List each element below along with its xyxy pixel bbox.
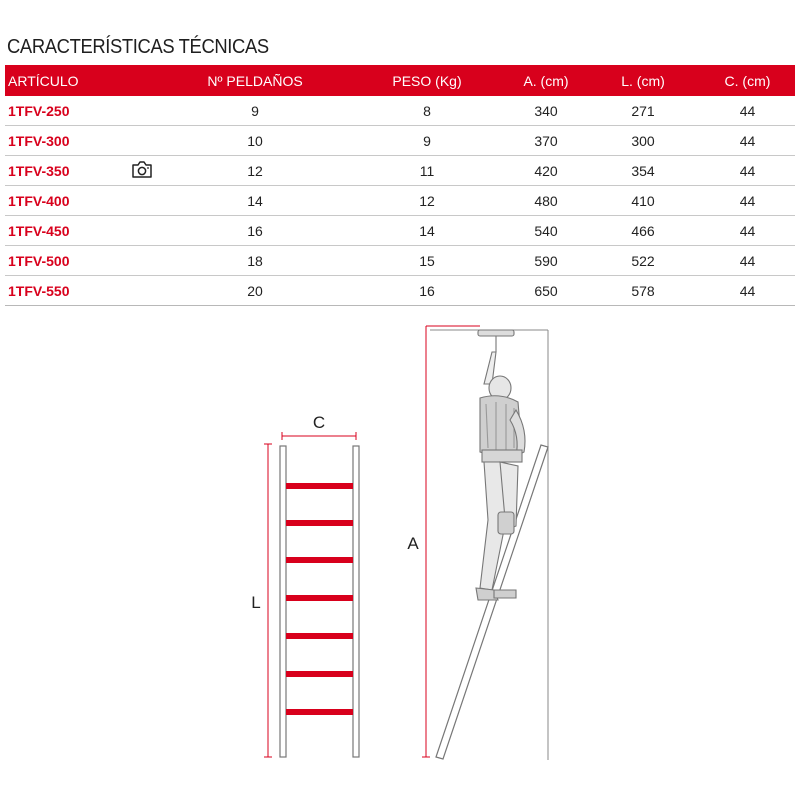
table-header bbox=[5, 65, 795, 96]
table-row bbox=[5, 216, 795, 246]
article-code: 1TFV-550 bbox=[8, 282, 70, 299]
table-row bbox=[5, 276, 795, 306]
a-value: 650 bbox=[534, 282, 558, 299]
c-value: 44 bbox=[739, 102, 756, 119]
table-row bbox=[5, 126, 795, 156]
header-l: L. (cm) bbox=[621, 72, 665, 89]
specs-table bbox=[5, 65, 795, 306]
header-weight: PESO (Kg) bbox=[392, 72, 462, 89]
table-row bbox=[5, 186, 795, 216]
c-value: 44 bbox=[739, 282, 756, 299]
steps-value: 10 bbox=[247, 132, 263, 149]
ladder-diagram bbox=[0, 310, 800, 800]
header-c: C. (cm) bbox=[724, 72, 771, 89]
weight-value: 9 bbox=[423, 132, 431, 149]
l-value: 410 bbox=[631, 192, 655, 209]
dimension-a bbox=[407, 326, 480, 757]
c-value: 44 bbox=[739, 222, 756, 239]
dimension-c bbox=[282, 413, 356, 440]
c-value: 44 bbox=[739, 252, 756, 269]
table-row bbox=[5, 96, 795, 126]
weight-value: 8 bbox=[423, 102, 431, 119]
steps-value: 9 bbox=[251, 102, 259, 119]
a-value: 420 bbox=[534, 162, 558, 179]
icon-cell[interactable] bbox=[122, 160, 162, 182]
article-code: 1TFV-250 bbox=[8, 102, 70, 119]
article-code: 1TFV-350 bbox=[8, 162, 70, 179]
a-value: 590 bbox=[534, 252, 558, 269]
rung bbox=[286, 557, 353, 563]
rung bbox=[286, 520, 353, 526]
rung bbox=[286, 671, 353, 677]
l-value: 466 bbox=[631, 222, 655, 239]
camera-icon[interactable] bbox=[131, 160, 153, 182]
table-row bbox=[5, 246, 795, 276]
c-value: 44 bbox=[739, 192, 756, 209]
header-a: A. (cm) bbox=[523, 72, 569, 89]
l-value: 522 bbox=[631, 252, 655, 269]
page-title: CARACTERÍSTICAS TÉCNICAS bbox=[7, 36, 269, 58]
l-value: 271 bbox=[631, 102, 655, 119]
article-code: 1TFV-500 bbox=[8, 252, 70, 269]
l-value: 354 bbox=[631, 162, 655, 179]
article-code: 1TFV-300 bbox=[8, 132, 70, 149]
label-l: L bbox=[251, 593, 261, 612]
c-value: 44 bbox=[739, 162, 756, 179]
l-value: 300 bbox=[631, 132, 655, 149]
steps-value: 12 bbox=[247, 162, 263, 179]
ladder-front-view bbox=[280, 446, 359, 757]
steps-value: 18 bbox=[247, 252, 263, 269]
rung bbox=[286, 595, 353, 601]
a-value: 340 bbox=[534, 102, 558, 119]
a-value: 480 bbox=[534, 192, 558, 209]
steps-value: 16 bbox=[247, 222, 263, 239]
header-article: ARTÍCULO bbox=[8, 72, 79, 89]
worker-figure bbox=[476, 330, 525, 600]
steps-value: 14 bbox=[247, 192, 263, 209]
table-row bbox=[5, 156, 795, 186]
label-a: A bbox=[407, 534, 419, 553]
article-code: 1TFV-450 bbox=[8, 222, 70, 239]
weight-value: 12 bbox=[419, 192, 435, 209]
table-body bbox=[5, 96, 795, 306]
steps-value: 20 bbox=[247, 282, 263, 299]
weight-value: 16 bbox=[419, 282, 435, 299]
rung bbox=[286, 709, 353, 715]
weight-value: 15 bbox=[419, 252, 435, 269]
label-c: C bbox=[312, 413, 326, 432]
weight-value: 11 bbox=[419, 162, 435, 179]
rung bbox=[286, 633, 353, 639]
c-value: 44 bbox=[739, 132, 756, 149]
l-value: 578 bbox=[631, 282, 655, 299]
weight-value: 14 bbox=[419, 222, 435, 239]
header-steps: Nº PELDAÑOS bbox=[207, 72, 303, 89]
dimension-l bbox=[251, 444, 272, 757]
rung bbox=[286, 483, 353, 489]
article-code: 1TFV-400 bbox=[8, 192, 70, 209]
a-value: 370 bbox=[534, 132, 558, 149]
a-value: 540 bbox=[534, 222, 558, 239]
